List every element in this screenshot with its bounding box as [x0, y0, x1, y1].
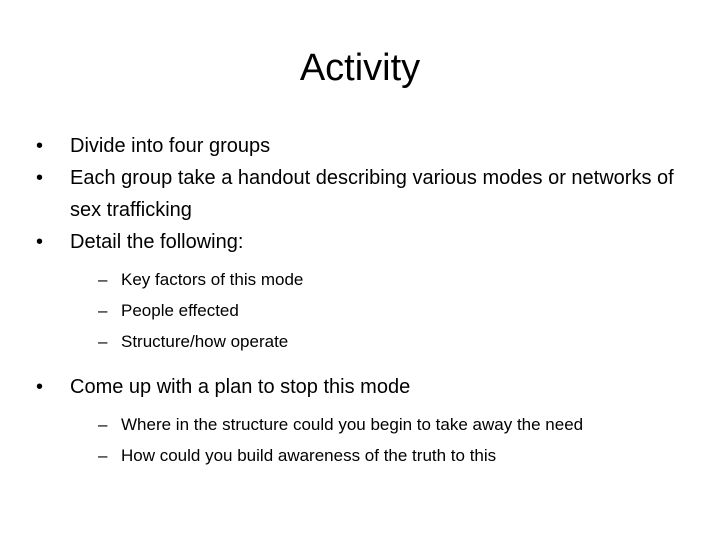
bullet-text: Detail the following:	[70, 231, 244, 253]
sub-bullet-text: Where in the structure could you begin to take away the need	[121, 415, 584, 434]
sub-bullet-list	[98, 409, 686, 471]
bullet-item	[36, 130, 686, 162]
bullet-icon: •	[36, 167, 44, 189]
dash-icon: –	[98, 446, 108, 465]
bullet-list	[36, 130, 686, 471]
bullet-item	[36, 226, 686, 258]
sub-bullet-item	[98, 326, 686, 357]
dash-icon: –	[98, 270, 108, 289]
sub-bullet-text: How could you build awareness of the truth to this	[121, 446, 497, 465]
sub-bullet-item	[98, 409, 686, 440]
bullet-text: Each group take a handout describing various modes or networks of sex trafficking	[70, 167, 674, 221]
bullet-icon: •	[36, 376, 44, 398]
dash-icon: –	[98, 415, 108, 434]
bullet-item	[36, 162, 686, 226]
sub-bullet-text: Key factors of this mode	[121, 270, 304, 289]
slide-title: Activity	[299, 47, 421, 89]
sub-bullet-item	[98, 264, 686, 295]
bullet-item	[36, 371, 686, 403]
sub-bullet-item	[98, 440, 686, 471]
dash-icon: –	[98, 301, 108, 320]
dash-icon: –	[98, 332, 108, 351]
bullet-icon: •	[36, 135, 44, 157]
sub-bullet-text: People effected	[121, 301, 239, 320]
bullet-text: Divide into four groups	[70, 135, 271, 157]
sub-bullet-text: Structure/how operate	[121, 332, 289, 351]
bullet-text: Come up with a plan to stop this mode	[70, 376, 411, 398]
sub-bullet-item	[98, 295, 686, 326]
bullet-icon: •	[36, 231, 44, 253]
sub-bullet-list	[98, 264, 686, 357]
